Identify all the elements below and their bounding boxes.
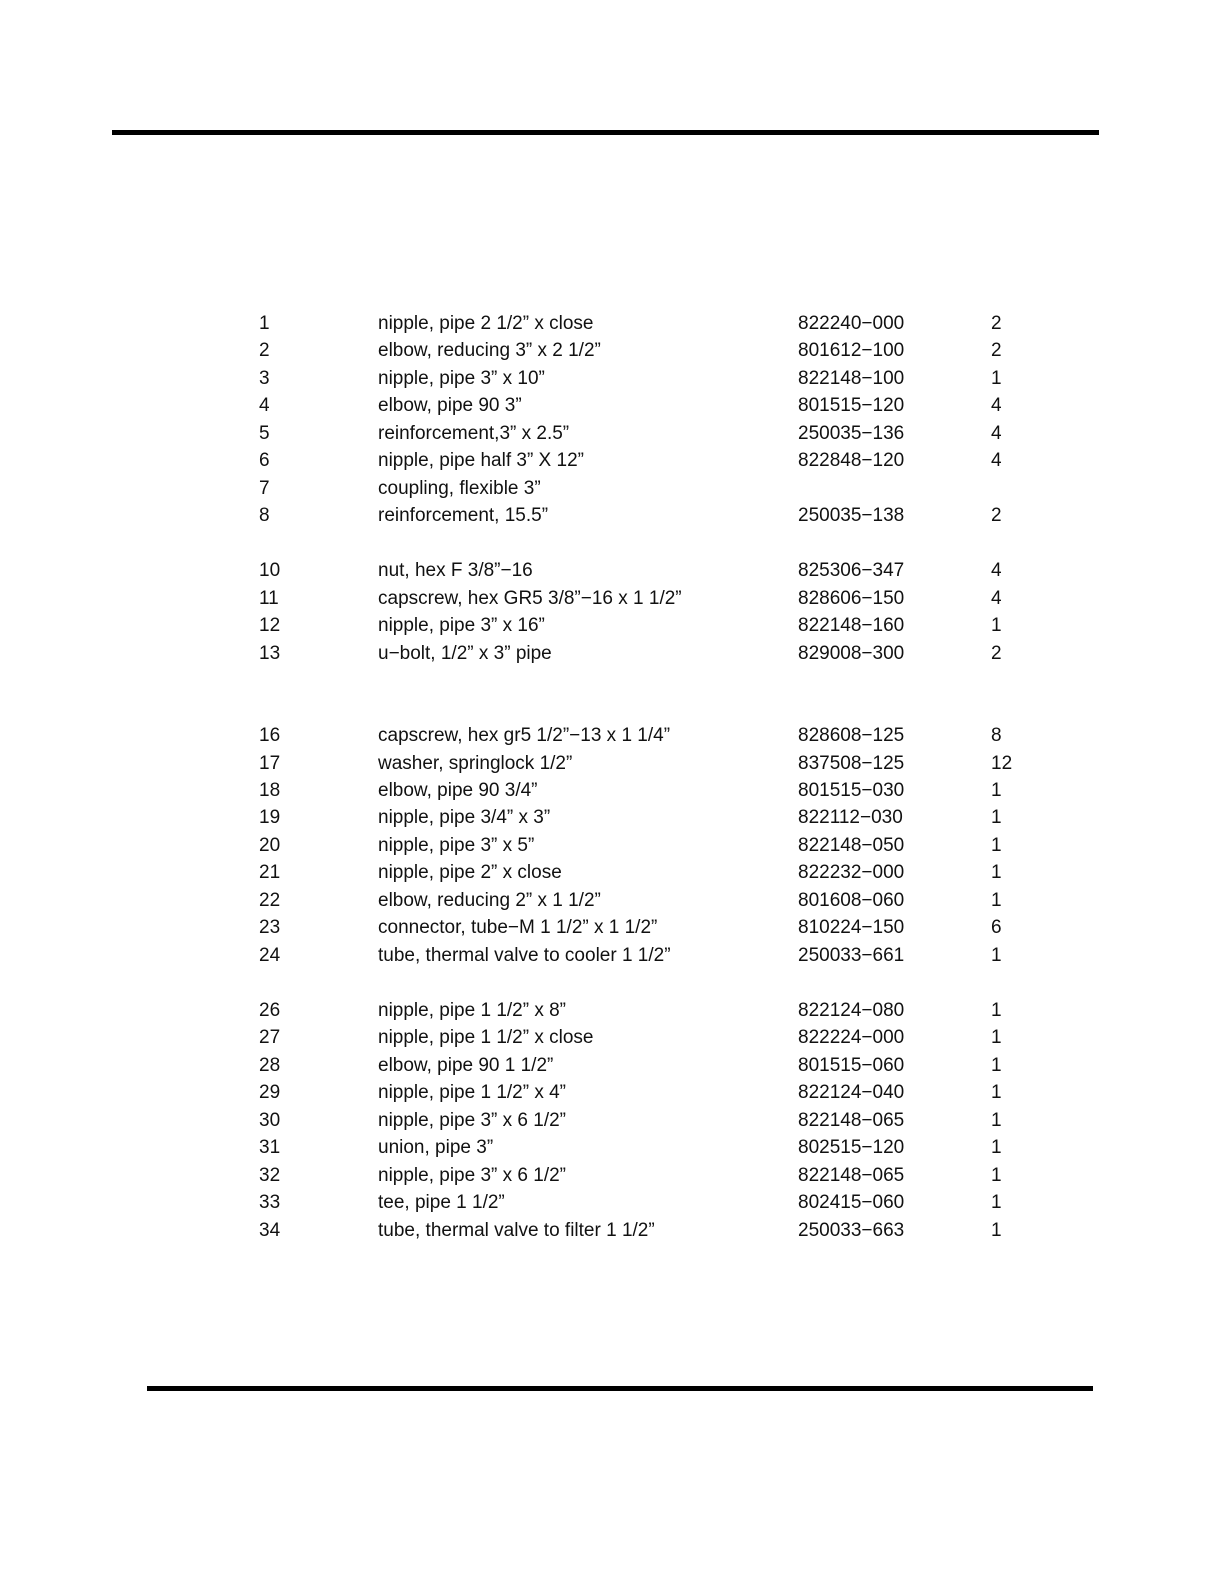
quantity: 1 — [991, 1000, 1002, 1021]
part-number: 250033−663 — [798, 1220, 905, 1241]
item-description: nipple, pipe 2 1/2” x close — [378, 313, 594, 334]
item-description: union, pipe 3” — [378, 1137, 494, 1158]
parts-row — [0, 612, 1224, 639]
item-number: 16 — [259, 725, 281, 746]
part-number: 250033−661 — [798, 945, 905, 966]
bottom-rule — [147, 1386, 1093, 1391]
parts-row — [0, 310, 1224, 337]
parts-row — [0, 1134, 1224, 1161]
item-number: 31 — [259, 1137, 281, 1158]
item-number: 5 — [259, 423, 270, 444]
item-description: washer, springlock 1/2” — [378, 753, 573, 774]
item-number: 23 — [259, 917, 281, 938]
parts-row — [0, 914, 1224, 941]
item-description: tee, pipe 1 1/2” — [378, 1192, 505, 1213]
item-description: nipple, pipe 3” x 6 1/2” — [378, 1110, 567, 1131]
part-number: 822232−000 — [798, 862, 905, 883]
item-description: nipple, pipe 1 1/2” x 8” — [378, 1000, 567, 1021]
item-description: nipple, pipe 3/4” x 3” — [378, 807, 551, 828]
item-description: nipple, pipe half 3” X 12” — [378, 450, 584, 471]
parts-row — [0, 447, 1224, 474]
item-description: elbow, reducing 3” x 2 1/2” — [378, 340, 601, 361]
item-description: elbow, pipe 90 1 1/2” — [378, 1055, 554, 1076]
item-number: 20 — [259, 835, 281, 856]
parts-row — [0, 392, 1224, 419]
parts-row — [0, 997, 1224, 1024]
item-description: nipple, pipe 1 1/2” x 4” — [378, 1082, 567, 1103]
quantity: 4 — [991, 560, 1002, 581]
quantity: 1 — [991, 1137, 1002, 1158]
item-description: nipple, pipe 3” x 16” — [378, 615, 545, 636]
item-number: 21 — [259, 862, 281, 883]
part-number: 822240−000 — [798, 313, 905, 334]
quantity: 1 — [991, 368, 1002, 389]
item-number: 10 — [259, 560, 281, 581]
part-number: 822848−120 — [798, 450, 905, 471]
part-number: 801612−100 — [798, 340, 905, 361]
part-number: 801515−120 — [798, 395, 905, 416]
quantity: 4 — [991, 588, 1002, 609]
part-number: 828606−150 — [798, 588, 905, 609]
quantity: 1 — [991, 1192, 1002, 1213]
item-number: 22 — [259, 890, 281, 911]
parts-row — [0, 804, 1224, 831]
part-number: 837508−125 — [798, 753, 905, 774]
parts-row — [0, 887, 1224, 914]
part-number: 822148−065 — [798, 1110, 905, 1131]
item-description: elbow, reducing 2” x 1 1/2” — [378, 890, 601, 911]
part-number: 822224−000 — [798, 1027, 905, 1048]
quantity: 1 — [991, 1055, 1002, 1076]
parts-row — [0, 942, 1224, 969]
item-description: nut, hex F 3/8”−16 — [378, 560, 533, 581]
quantity: 1 — [991, 890, 1002, 911]
item-number: 19 — [259, 807, 281, 828]
item-description: tube, thermal valve to cooler 1 1/2” — [378, 945, 671, 966]
part-number: 250035−138 — [798, 505, 905, 526]
parts-row — [0, 1217, 1224, 1244]
quantity: 1 — [991, 1082, 1002, 1103]
item-description: nipple, pipe 3” x 5” — [378, 835, 535, 856]
item-description: tube, thermal valve to filter 1 1/2” — [378, 1220, 655, 1241]
quantity: 1 — [991, 1027, 1002, 1048]
item-number: 2 — [259, 340, 270, 361]
item-description: reinforcement, 15.5” — [378, 505, 549, 526]
quantity: 1 — [991, 807, 1002, 828]
item-description: u−bolt, 1/2” x 3” pipe — [378, 643, 552, 664]
parts-row — [0, 1107, 1224, 1134]
part-number: 822124−040 — [798, 1082, 905, 1103]
part-number: 810224−150 — [798, 917, 905, 938]
parts-row — [0, 337, 1224, 364]
item-description: connector, tube−M 1 1/2” x 1 1/2” — [378, 917, 658, 938]
item-number: 27 — [259, 1027, 281, 1048]
quantity: 1 — [991, 862, 1002, 883]
item-description: coupling, flexible 3” — [378, 478, 541, 499]
part-number: 250035−136 — [798, 423, 905, 444]
item-number: 29 — [259, 1082, 281, 1103]
parts-row — [0, 1079, 1224, 1106]
quantity: 1 — [991, 1220, 1002, 1241]
part-number: 822148−065 — [798, 1165, 905, 1186]
part-number: 822148−100 — [798, 368, 905, 389]
parts-row — [0, 1189, 1224, 1216]
quantity: 1 — [991, 835, 1002, 856]
part-number: 802415−060 — [798, 1192, 905, 1213]
item-number: 13 — [259, 643, 281, 664]
parts-row — [0, 750, 1224, 777]
parts-row — [0, 365, 1224, 392]
parts-row — [0, 1162, 1224, 1189]
part-number: 801515−060 — [798, 1055, 905, 1076]
parts-row — [0, 859, 1224, 886]
quantity: 6 — [991, 917, 1002, 938]
parts-row — [0, 502, 1224, 529]
quantity: 1 — [991, 615, 1002, 636]
item-description: nipple, pipe 3” x 6 1/2” — [378, 1165, 567, 1186]
part-number: 822148−050 — [798, 835, 905, 856]
parts-row — [0, 640, 1224, 667]
item-number: 11 — [259, 588, 279, 609]
quantity: 4 — [991, 423, 1002, 444]
item-number: 12 — [259, 615, 281, 636]
item-description: capscrew, hex GR5 3/8”−16 x 1 1/2” — [378, 588, 682, 609]
parts-row — [0, 722, 1224, 749]
item-number: 33 — [259, 1192, 281, 1213]
parts-row — [0, 1052, 1224, 1079]
item-number: 1 — [259, 313, 270, 334]
item-number: 30 — [259, 1110, 281, 1131]
parts-row — [0, 832, 1224, 859]
parts-row — [0, 557, 1224, 584]
item-number: 17 — [259, 753, 281, 774]
item-number: 24 — [259, 945, 281, 966]
item-description: nipple, pipe 2” x close — [378, 862, 562, 883]
quantity: 1 — [991, 945, 1002, 966]
quantity: 2 — [991, 313, 1002, 334]
part-number: 828608−125 — [798, 725, 905, 746]
quantity: 8 — [991, 725, 1002, 746]
parts-row — [0, 420, 1224, 447]
item-number: 28 — [259, 1055, 281, 1076]
item-description: nipple, pipe 1 1/2” x close — [378, 1027, 594, 1048]
quantity: 1 — [991, 1110, 1002, 1131]
item-number: 18 — [259, 780, 281, 801]
item-description: elbow, pipe 90 3” — [378, 395, 522, 416]
item-number: 32 — [259, 1165, 281, 1186]
part-number: 822112−030 — [798, 807, 903, 828]
item-description: capscrew, hex gr5 1/2”−13 x 1 1/4” — [378, 725, 671, 746]
item-number: 7 — [259, 478, 270, 499]
item-description: elbow, pipe 90 3/4” — [378, 780, 538, 801]
part-number: 829008−300 — [798, 643, 905, 664]
item-number: 26 — [259, 1000, 281, 1021]
quantity: 4 — [991, 450, 1002, 471]
part-number: 802515−120 — [798, 1137, 905, 1158]
parts-row — [0, 777, 1224, 804]
item-number: 6 — [259, 450, 270, 471]
parts-row — [0, 1024, 1224, 1051]
part-number: 825306−347 — [798, 560, 905, 581]
item-description: nipple, pipe 3” x 10” — [378, 368, 545, 389]
item-description: reinforcement,3” x 2.5” — [378, 423, 570, 444]
parts-row — [0, 585, 1224, 612]
quantity: 2 — [991, 505, 1002, 526]
quantity: 1 — [991, 780, 1002, 801]
quantity: 1 — [991, 1165, 1002, 1186]
item-number: 8 — [259, 505, 270, 526]
item-number: 3 — [259, 368, 270, 389]
quantity: 4 — [991, 395, 1002, 416]
part-number: 822148−160 — [798, 615, 905, 636]
part-number: 801608−060 — [798, 890, 905, 911]
item-number: 4 — [259, 395, 270, 416]
parts-row — [0, 475, 1224, 502]
quantity: 12 — [991, 753, 1013, 774]
quantity: 2 — [991, 643, 1002, 664]
quantity: 2 — [991, 340, 1002, 361]
part-number: 822124−080 — [798, 1000, 905, 1021]
part-number: 801515−030 — [798, 780, 905, 801]
item-number: 34 — [259, 1220, 281, 1241]
